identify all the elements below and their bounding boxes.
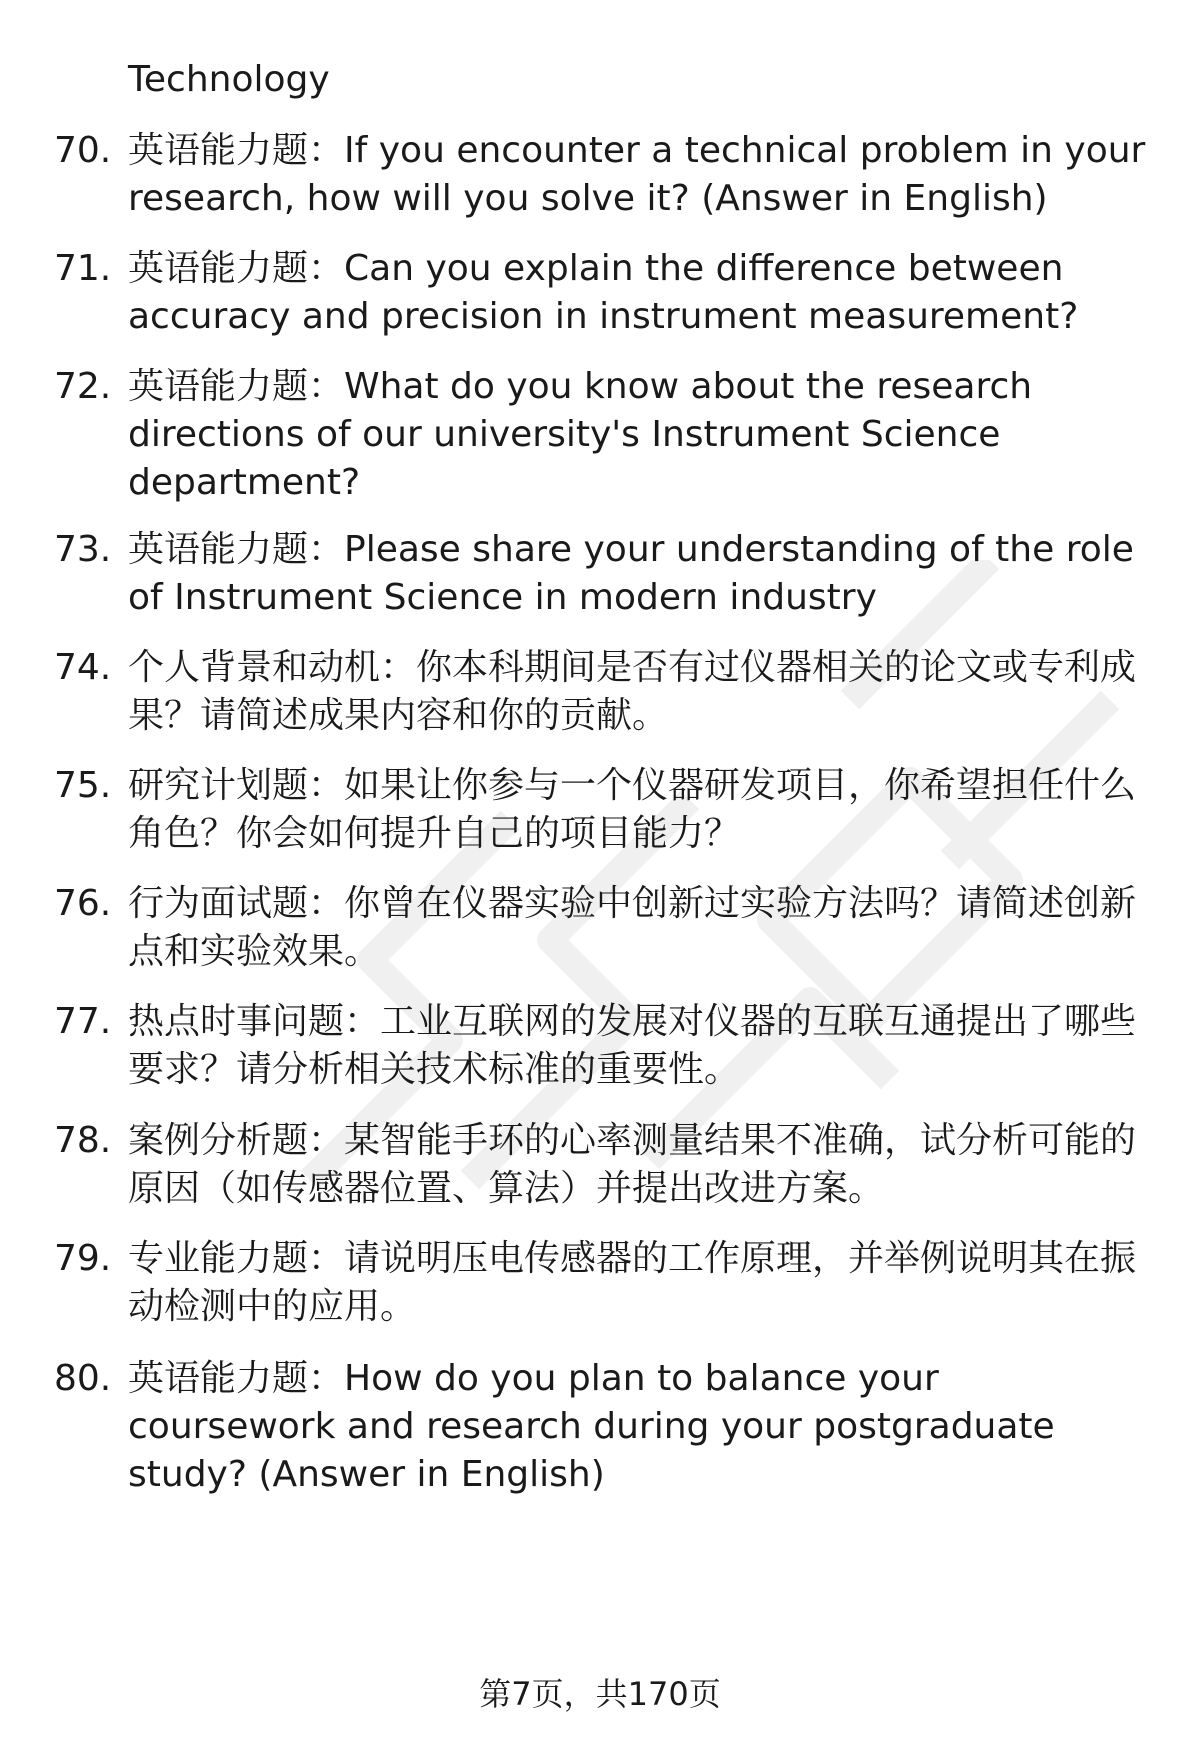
- question-number: 80.: [54, 1358, 112, 1399]
- question-text: 案例分析题：某智能手环的心率测量结果不准确，试分析可能的原因（如传感器位置、算法）并提出改进方案。: [128, 1120, 1137, 1209]
- question-number: 71.: [54, 248, 112, 289]
- question-number: 70.: [54, 130, 112, 171]
- question-number: 78.: [54, 1120, 112, 1161]
- question-number: 79.: [54, 1238, 112, 1279]
- question-text: 英语能力题：What do you know about the research directions of our university's Instrument Science department?: [128, 366, 1033, 503]
- question-text: 研究计划题：如果让你参与一个仪器研发项目，你希望担任什么角色？你会如何提升自己的项目能力？: [128, 765, 1137, 854]
- continuation-text: Technology: [128, 59, 330, 100]
- question-number: 74.: [54, 647, 112, 688]
- question-text: 专业能力题：请说明压电传感器的工作原理，并举例说明其在振动检测中的应用。: [128, 1238, 1137, 1327]
- question-text: 英语能力题：How do you plan to balance your coursework and research during your postgraduate study? (Answer in English): [128, 1358, 1055, 1495]
- question-text: 热点时事问题：工业互联网的发展对仪器的互联互通提出了哪些要求？请分析相关技术标准的重要性。: [128, 1001, 1137, 1090]
- question-text: 个人背景和动机：你本科期间是否有过仪器相关的论文或专利成果？请简述成果内容和你的贡献。: [128, 647, 1137, 736]
- page-footer: 第7页，共170页: [479, 1675, 721, 1713]
- question-text: 行为面试题：你曾在仪器实验中创新过实验方法吗？请简述创新点和实验效果。: [128, 883, 1137, 972]
- question-number: 77.: [54, 1001, 112, 1042]
- question-number: 76.: [54, 883, 112, 924]
- question-number: 72.: [54, 366, 112, 407]
- question-text: 英语能力题：Please share your understanding of the role of Instrument Science in modern industry: [128, 529, 1134, 618]
- question-text: 英语能力题：If you encounter a technical problem in your research, how will you solve it? (Answer in English): [128, 130, 1146, 219]
- question-text: 英语能力题：Can you explain the difference between accuracy and precision in instrument measurement?: [128, 248, 1079, 337]
- question-number: 73.: [54, 529, 112, 570]
- question-number: 75.: [54, 765, 112, 806]
